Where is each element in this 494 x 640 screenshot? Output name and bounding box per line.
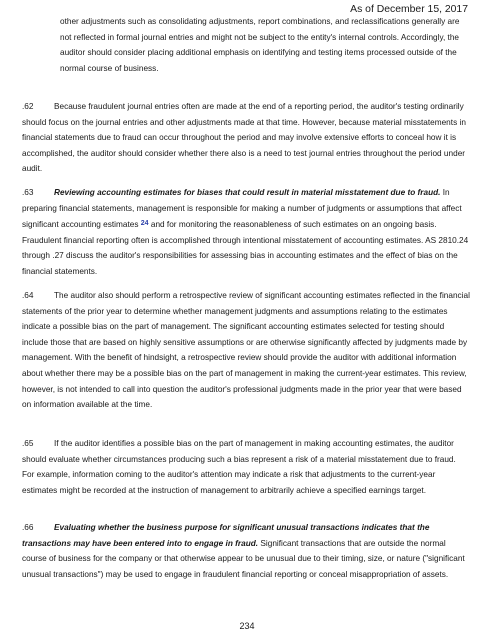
paragraph-heading: Reviewing accounting estimates for biases that could result in material misstatement due to fraud. xyxy=(54,188,441,197)
paragraph-number: .64 xyxy=(22,291,34,300)
paragraph-text: If the auditor identifies a possible bias on the part of management in making accounting estimates, the auditor should evaluate whether circumstances producing such a bias represent a risk of a material misstatement due to fraud. For example, information coming to the auditor's attention may indicate a risk that adjustments to the current-year estimates might be recorded at the instruction of management to arbitrarily achieve a specified earnings target. xyxy=(22,439,456,495)
paragraph-text: The auditor also should perform a retrospective review of significant accounting estimates reflected in the financial statements of the prior year to determine whether management judgments and assumptions relating to the estimates indicate a possible bias on the part of management. The significant accounting estimates selected for testing should include those that are based on highly sensitive assumptions or are otherwise significantly affected by judgments made by management. With the benefit of hindsight, a retrospective review should provide the auditor with additional information about whether there may be a possible bias on the part of management in making the current-year estimates. This review, however, is not intended to call into question the auditor's professional judgments made in the prior year that were based on information available at the time. xyxy=(22,291,470,410)
paragraph-text: Significant transactions that are outside the normal course of business for the company or that otherwise appear to be unusual due to their timing, size, or nature ("significant unusual transactions") may be used to engage in fraudulent financial reporting or conceal misappropriation of assets. xyxy=(22,538,465,579)
paragraph-62 xyxy=(22,99,470,177)
page-number: 234 xyxy=(239,621,255,631)
paragraph-text-continued: and for monitoring the reasonableness of such estimates on an ongoing basis. Fraudulent financial reporting often is accomplished through intentional misstatement of accounting estimates. AS 2810.24 through .27 discuss the auditor's responsibilities for assessing bias in accounting estimates and the effect of bias on the financial statements. xyxy=(22,220,469,276)
page-header-date: As of December 15, 2017 xyxy=(350,4,468,15)
paragraph-63 xyxy=(22,185,470,280)
paragraph-number: .63 xyxy=(22,188,34,197)
intro-continuation-text: other adjustments such as consolidating adjustments, report combinations, and reclassifications generally are not reflected in formal journal entries and might not be subject to the entity's internal controls. Accordingly, the auditor should consider placing additional emphasis on identifying and testing items processed outside of the normal course of business. xyxy=(60,17,460,73)
paragraph-number: .65 xyxy=(22,439,34,448)
paragraph-number: .62 xyxy=(22,102,34,111)
paragraph-number: .66 xyxy=(22,523,34,532)
paragraph-text: In preparing financial statements, management is responsible for making a number of judgments or assumptions that affect significant accounting estimates xyxy=(22,188,462,230)
paragraph-heading: Evaluating whether the business purpose for significant unusual transactions indicates that the transactions may have been entered into to engage in fraud. xyxy=(22,523,430,548)
paragraph-65 xyxy=(22,436,470,498)
paragraph-66 xyxy=(22,520,470,582)
paragraph-text: Because fraudulent journal entries often are made at the end of a reporting period, the auditor's testing ordinarily should focus on the journal entries and other adjustments made at that time. However, because material misstatements in financial statements due to fraud can occur throughout the period and may involve extensive efforts to conceal how it is accomplished, the auditor should consider whether there also is a need to test journal entries throughout the period under audit. xyxy=(22,102,466,174)
footnote-link[interactable]: 24 xyxy=(140,220,149,228)
paragraph-64 xyxy=(22,288,470,413)
